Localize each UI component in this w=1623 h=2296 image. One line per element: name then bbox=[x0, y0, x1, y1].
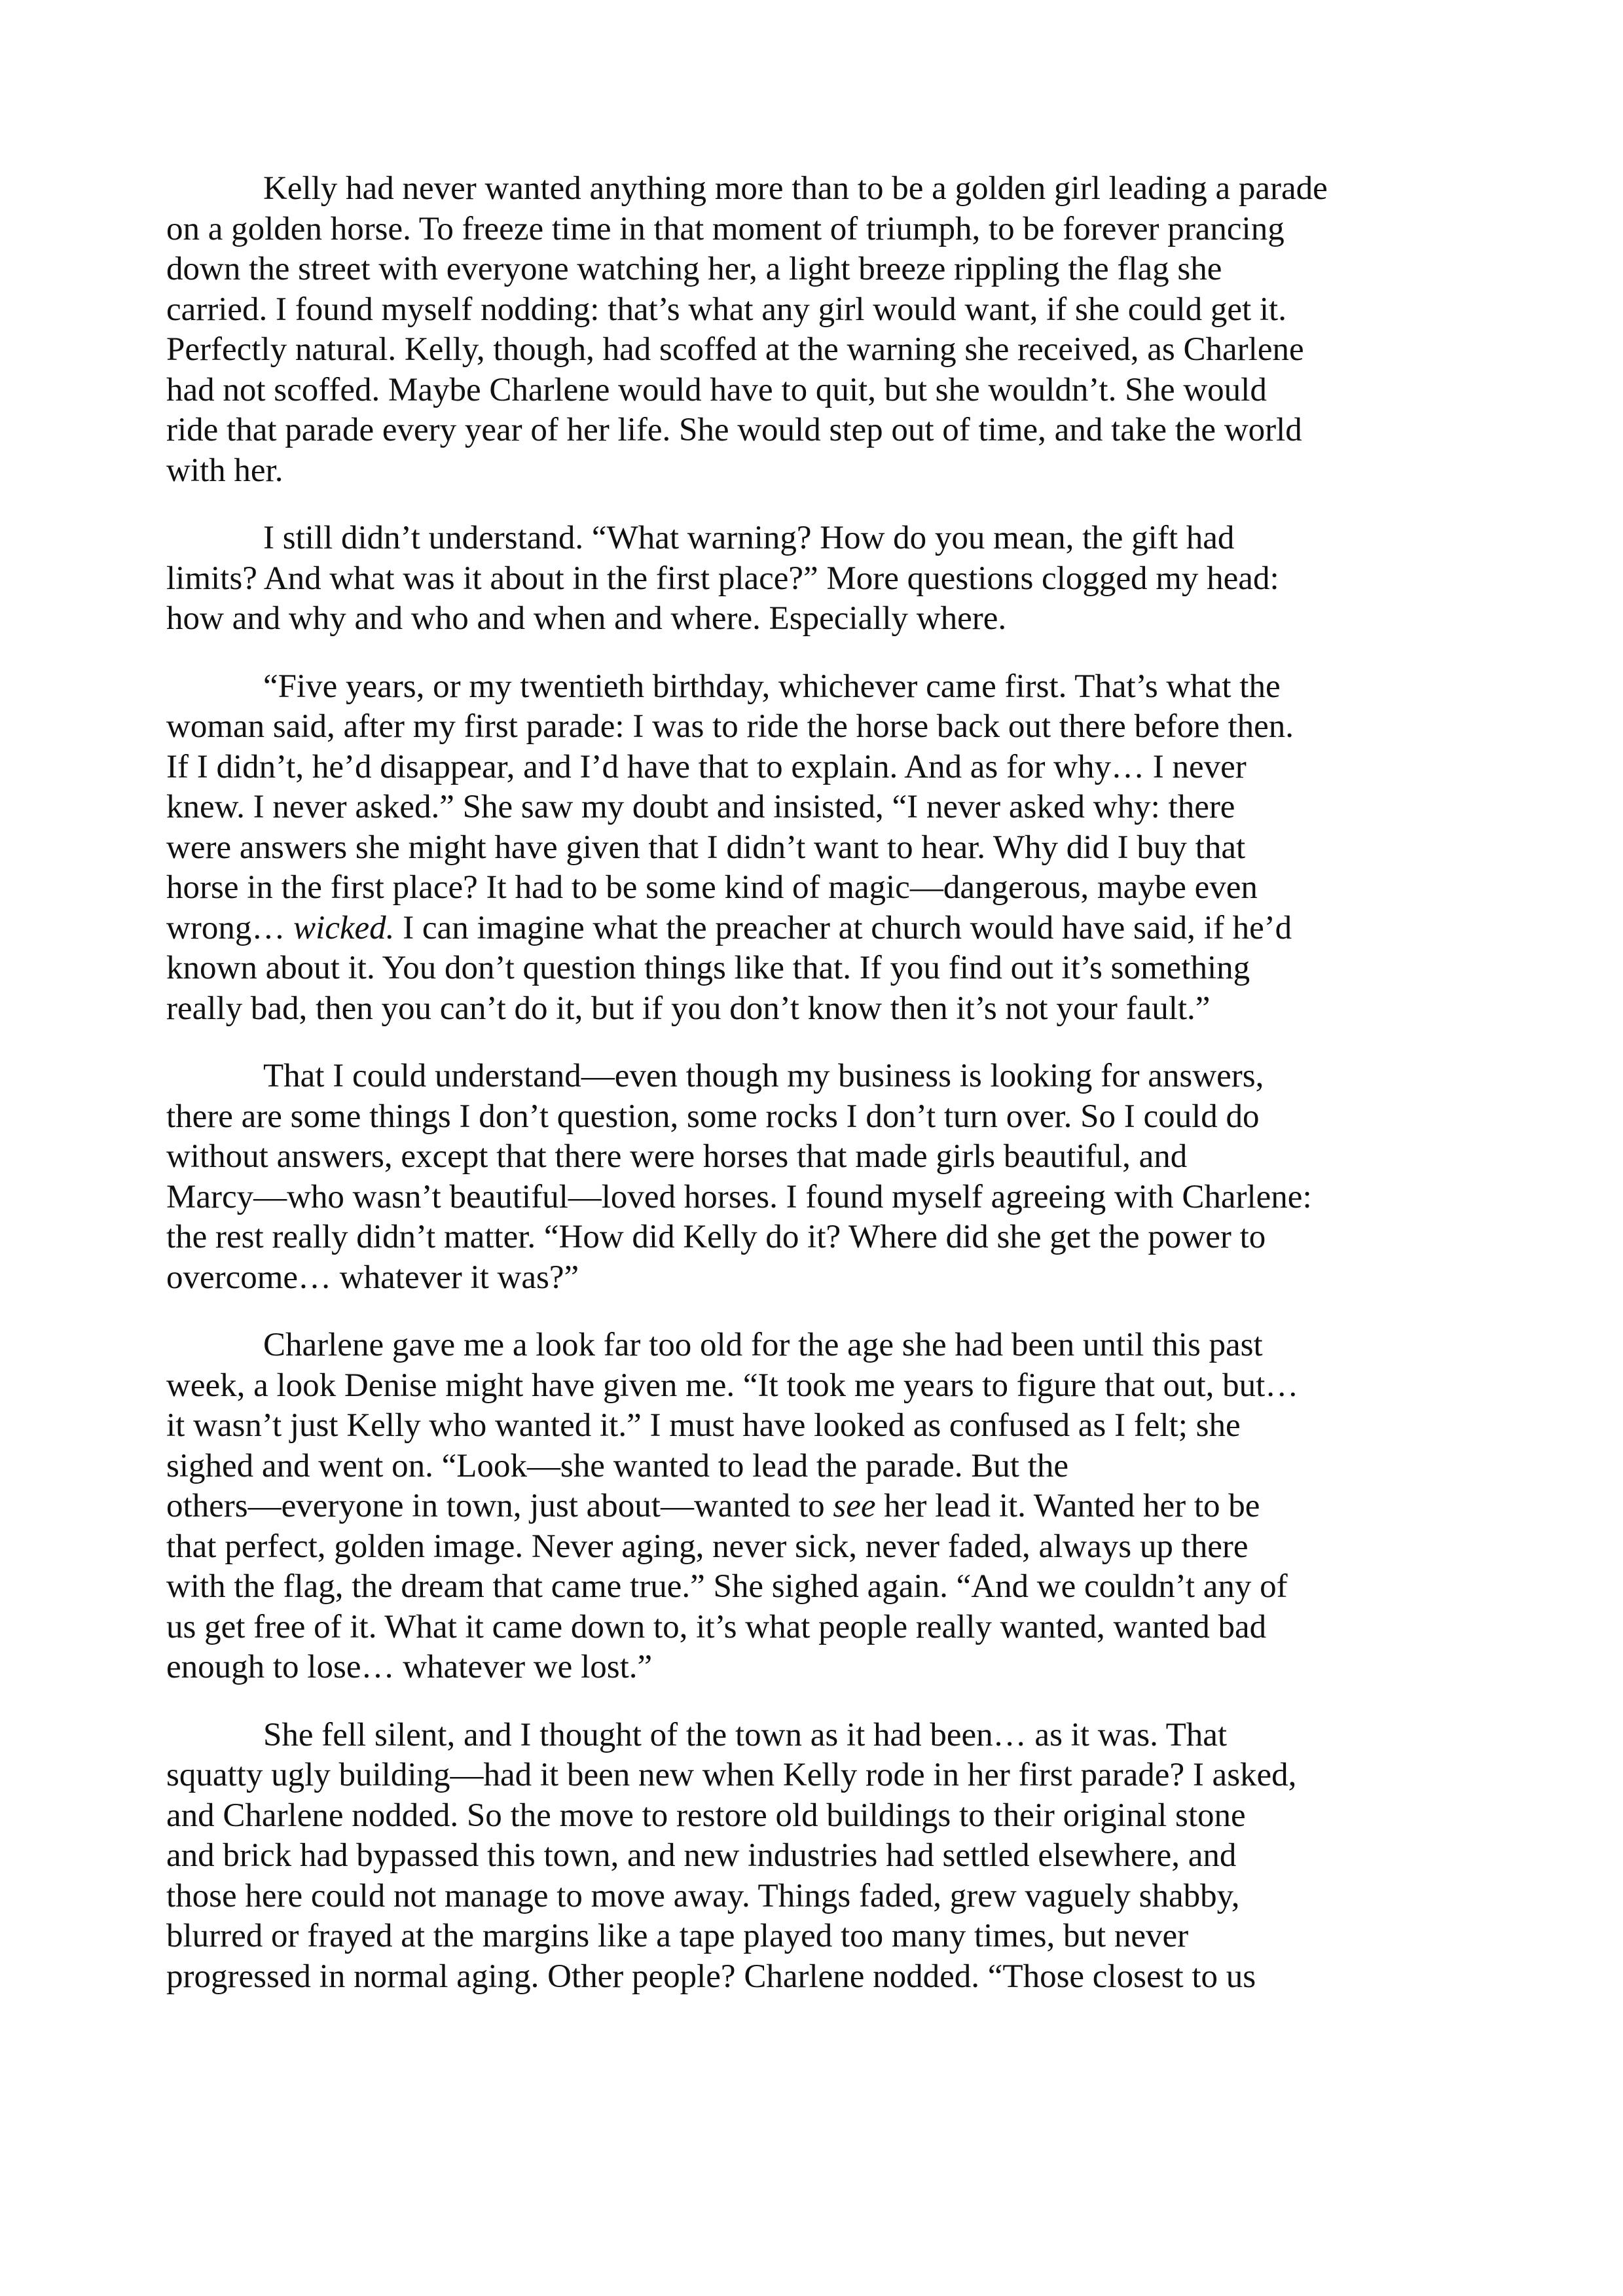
text-run: with the flag, the dream that came true.” She sighed again. “And we couldn’t any of bbox=[166, 1568, 1288, 1605]
text-run: and Charlene nodded. So the move to restore old buildings to their original stone bbox=[166, 1797, 1246, 1834]
text-run: there are some things I don’t question, some rocks I don’t turn over. So I could do bbox=[166, 1098, 1260, 1135]
text-line bbox=[166, 908, 1469, 949]
text-run: down the street with everyone watching her, a light breeze rippling the flag she bbox=[166, 251, 1222, 287]
text-run: Kelly had never wanted anything more than to be a golden girl leading a parade bbox=[263, 170, 1328, 207]
text-run: known about it. You don’t question things like that. If you find out it’s something bbox=[166, 950, 1250, 986]
text-line bbox=[166, 518, 1469, 559]
text-run: without answers, except that there were horses that made girls beautiful, and bbox=[166, 1138, 1188, 1175]
text-run: week, a look Denise might have given me. “It took me years to figure that out, but… bbox=[166, 1367, 1299, 1404]
text-run: were answers she might have given that I didn’t want to hear. Why did I buy that bbox=[166, 829, 1246, 866]
text-run: She fell silent, and I thought of the town as it had been… as it was. That bbox=[263, 1716, 1228, 1753]
paragraph bbox=[166, 1715, 1469, 1998]
italic-text: see bbox=[833, 1488, 876, 1524]
text-run: wrong… bbox=[166, 909, 294, 946]
text-run: us get free of it. What it came down to, it’s what people really wanted, wanted bad bbox=[166, 1608, 1267, 1645]
text-line bbox=[166, 1836, 1469, 1876]
paragraph bbox=[166, 667, 1469, 1030]
text-run: ride that parade every year of her life. She would step out of time, and take the world bbox=[166, 412, 1302, 448]
text-run: enough to lose… whatever we lost.” bbox=[166, 1649, 653, 1685]
text-run: woman said, after my first parade: I was to ride the horse back out there before then. bbox=[166, 708, 1294, 745]
text-run: it wasn’t just Kelly who wanted it.” I must have looked as confused as I felt; she bbox=[166, 1407, 1241, 1444]
text-run: Perfectly natural. Kelly, though, had scoffed at the warning she received, as Charlene bbox=[166, 331, 1304, 368]
text-run: I can imagine what the preacher at church would have said, if he’d bbox=[394, 909, 1292, 946]
text-run: her lead it. Wanted her to be bbox=[875, 1488, 1260, 1524]
text-line bbox=[166, 1177, 1469, 1218]
text-line bbox=[166, 249, 1469, 290]
text-line bbox=[166, 1217, 1469, 1258]
text-run: If I didn’t, he’d disappear, and I’d have that to explain. And as for why… I never bbox=[166, 748, 1247, 785]
text-line bbox=[166, 1916, 1469, 1957]
paragraph bbox=[166, 518, 1469, 639]
text-run: how and why and who and when and where. Especially where. bbox=[166, 600, 1007, 637]
text-run: overcome… whatever it was?” bbox=[166, 1259, 579, 1296]
text-line bbox=[166, 209, 1469, 250]
text-run: I still didn’t understand. “What warning? How do you mean, the gift had bbox=[263, 520, 1235, 556]
text-run: blurred or frayed at the margins like a tape played too many times, but never bbox=[166, 1918, 1189, 1954]
text-line bbox=[166, 707, 1469, 747]
text-line bbox=[166, 1486, 1469, 1527]
text-line bbox=[166, 1366, 1469, 1407]
body-text bbox=[166, 169, 1469, 2024]
text-line bbox=[166, 667, 1469, 708]
text-run: sighed and went on. “Look—she wanted to lead the parade. But the bbox=[166, 1447, 1069, 1484]
text-line bbox=[166, 599, 1469, 639]
text-run: Marcy—who wasn’t beautiful—loved horses. I found myself agreeing with Charlene: bbox=[166, 1178, 1312, 1215]
text-run: “Five years, or my twentieth birthday, whichever came first. That’s what the bbox=[263, 668, 1281, 705]
text-line bbox=[166, 1957, 1469, 1998]
text-run: That I could understand—even though my business is looking for answers, bbox=[263, 1058, 1264, 1094]
text-line bbox=[166, 1325, 1469, 1366]
text-run: horse in the first place? It had to be some kind of magic—dangerous, maybe even bbox=[166, 869, 1258, 906]
text-run: that perfect, golden image. Never aging, never sick, never faded, always up there bbox=[166, 1528, 1249, 1565]
text-line bbox=[166, 1097, 1469, 1138]
text-line bbox=[166, 1446, 1469, 1487]
text-line bbox=[166, 290, 1469, 331]
text-run: Charlene gave me a look far too old for the age she had been until this past bbox=[263, 1327, 1263, 1363]
text-line bbox=[166, 948, 1469, 989]
text-line bbox=[166, 1755, 1469, 1796]
text-run: really bad, then you can’t do it, but if you don’t know then it’s not your fault.” bbox=[166, 990, 1211, 1027]
text-line bbox=[166, 1527, 1469, 1568]
text-line bbox=[166, 330, 1469, 370]
text-run: others—everyone in town, just about—wanted to bbox=[166, 1488, 833, 1524]
text-run: and brick had bypassed this town, and new industries had settled elsewhere, and bbox=[166, 1837, 1237, 1874]
text-line bbox=[166, 370, 1469, 411]
text-line bbox=[166, 1567, 1469, 1607]
text-line bbox=[166, 1796, 1469, 1837]
text-run: the rest really didn’t matter. “How did Kelly do it? Where did she get the power to bbox=[166, 1219, 1266, 1255]
italic-text: wicked. bbox=[293, 909, 395, 946]
text-line bbox=[166, 989, 1469, 1030]
paragraph bbox=[166, 1325, 1469, 1688]
text-run: progressed in normal aging. Other people? Charlene nodded. “Those closest to us bbox=[166, 1958, 1256, 1995]
text-line bbox=[166, 787, 1469, 828]
text-line bbox=[166, 747, 1469, 788]
text-run: on a golden horse. To freeze time in that moment of triumph, to be forever prancing bbox=[166, 210, 1285, 247]
text-run: limits? And what was it about in the first place?” More questions clogged my head: bbox=[166, 560, 1279, 597]
text-line bbox=[166, 1607, 1469, 1648]
text-line bbox=[166, 868, 1469, 908]
text-run: those here could not manage to move away. Things faded, grew vaguely shabby, bbox=[166, 1877, 1240, 1914]
text-line bbox=[166, 828, 1469, 869]
text-line bbox=[166, 410, 1469, 451]
text-run: knew. I never asked.” She saw my doubt and insisted, “I never asked why: there bbox=[166, 789, 1235, 825]
text-run: carried. I found myself nodding: that’s what any girl would want, if she could get it. bbox=[166, 291, 1286, 328]
text-line bbox=[166, 1876, 1469, 1917]
text-run: squatty ugly building—had it been new when Kelly rode in her first parade? I asked, bbox=[166, 1757, 1297, 1793]
text-line bbox=[166, 1258, 1469, 1299]
text-line bbox=[166, 451, 1469, 492]
text-line bbox=[166, 559, 1469, 600]
text-line bbox=[166, 1647, 1469, 1688]
text-line bbox=[166, 1137, 1469, 1177]
text-line bbox=[166, 1406, 1469, 1446]
text-line bbox=[166, 1056, 1469, 1097]
paragraph bbox=[166, 1056, 1469, 1298]
text-run: with her. bbox=[166, 452, 283, 489]
text-run: had not scoffed. Maybe Charlene would have to quit, but she wouldn’t. She would bbox=[166, 371, 1267, 408]
text-line bbox=[166, 169, 1469, 209]
paragraph bbox=[166, 169, 1469, 491]
text-line bbox=[166, 1715, 1469, 1756]
